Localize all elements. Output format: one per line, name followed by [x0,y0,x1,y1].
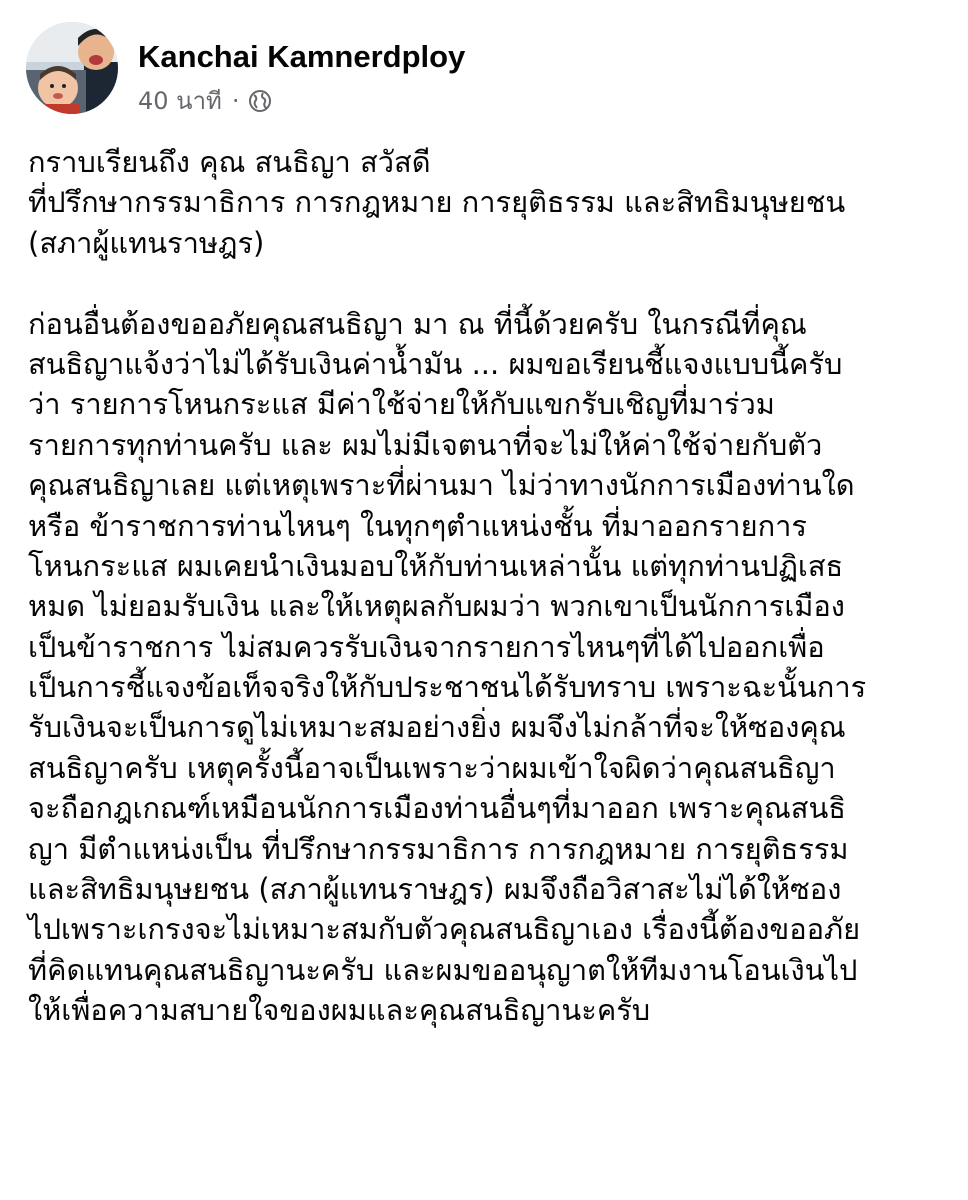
paragraph-line: สนธิญาแจ้งว่าไม่ได้รับเงินค่าน้ำมัน ... ผมขอเรียนชี้แจงแบบนี้ครับ [28,346,843,381]
paragraph-line: ที่คิดแทนคุณสนธิญานะครับ และผมขออนุญาตให้ทีมงานโอนเงินไป [28,952,858,987]
paragraph-line: เป็นการชี้แจงข้อเท็จจริงให้กับประชาชนได้รับทราบ เพราะฉะนั้นการ [28,670,867,705]
salutation-line: กราบเรียนถึง คุณ สนธิญา สวัสดี [28,145,431,179]
paragraph-line: ไปเพราะเกรงจะไม่เหมาะสมกับตัวคุณสนธิญาเอง เรื่องนี้ต้องขออภัย [28,912,861,947]
paragraph-line: ญา มีตำแหน่งเป็น ที่ปรึกษากรรมาธิการ การกฎหมาย การยุติธรรม [28,831,849,866]
paragraph-line: รับเงินจะเป็นการดูไม่เหมาะสมอย่างยิ่ง ผมจึงไม่กล้าที่จะให้ซองคุณ [28,710,846,745]
paragraph-gap [28,263,948,303]
paragraph-line: รายการทุกท่านครับ และ ผมไม่มีเจตนาที่จะไม่ให้ค่าใช้จ่ายกับตัว [28,427,823,462]
meta-separator: · [231,87,240,115]
paragraph-line: สนธิญาครับ เหตุครั้งนี้อาจเป็นเพราะว่าผมเข้าใจผิดว่าคุณสนธิญา [28,750,836,785]
paragraph-line: และสิทธิมนุษยชน (สภาผู้แทนราษฎร) ผมจึงถือวิสาสะไม่ได้ให้ซอง [28,872,842,907]
paragraph-line: คุณสนธิญาเลย แต่เหตุเพราะที่ผ่านมา ไม่ว่าทางนักการเมืองท่านใด [28,468,855,503]
post-header [26,22,946,118]
salutation-line: (สภาผู้แทนราษฎร) [28,225,265,260]
avatar[interactable] [26,22,118,114]
paragraph-line: หรือ ข้าราชการท่านไหนๆ ในทุกๆตำแหน่งชั้น ที่มาออกรายการ [28,508,807,543]
paragraph-line: โหนกระแส ผมเคยนำเงินมอบให้กับท่านเหล่านั้น แต่ทุกท่านปฏิเสธ [28,548,844,583]
paragraph-line: ว่า รายการโหนกระแส มีค่าใช้จ่ายให้กับแขกรับเชิญที่มาร่วม [28,387,775,422]
post-timestamp[interactable]: 40 นาที [138,87,222,115]
post-meta [138,86,272,116]
paragraph-line: เป็นข้าราชการ ไม่สมควรรับเงินจากรายการไหนๆที่ได้ไปออกเพื่อ [28,629,825,664]
post-message [28,142,948,1031]
paragraph-line: จะถือกฎเกณฑ์เหมือนนักการเมืองท่านอื่นๆที่มาออก เพราะคุณสนธิ [28,791,846,826]
paragraph-line: ให้เพื่อความสบายใจของผมและคุณสนธิญานะครับ [28,993,651,1028]
salutation-line: ที่ปรึกษากรรมาธิการ การกฎหมาย การยุติธรรม และสิทธิมนุษยชน [28,185,846,220]
author-name[interactable]: Kanchai Kamnerdploy [138,39,466,74]
paragraph-line: หมด ไม่ยอมรับเงิน และให้เหตุผลกับผมว่า พวกเขาเป็นนักการเมือง [28,589,845,624]
paragraph-line: ก่อนอื่นต้องขออภัยคุณสนธิญา มา ณ ที่นี้ด้วยครับ ในกรณีที่คุณ [28,306,807,341]
globe-icon[interactable] [248,89,272,113]
